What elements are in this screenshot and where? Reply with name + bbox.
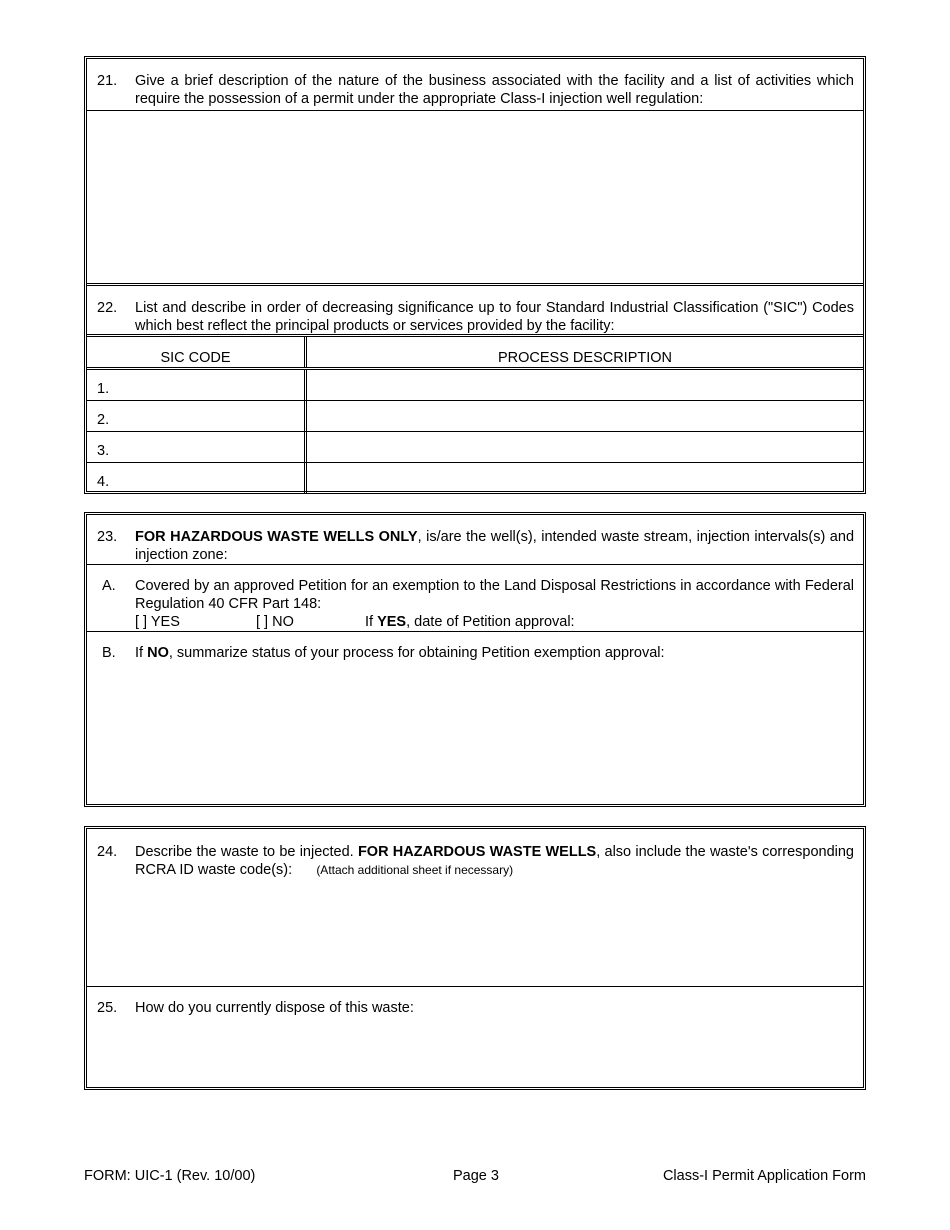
sic-code-column-header: SIC CODE <box>160 350 231 366</box>
q25-text: How do you currently dispose of this waste: <box>135 1000 414 1016</box>
section-24-25 <box>84 826 866 1090</box>
yes-checkbox[interactable]: [ ] YES <box>135 614 180 630</box>
process-description-field-1[interactable] <box>307 370 863 400</box>
sic-table-row <box>87 401 863 432</box>
q23a-options <box>135 613 854 631</box>
q24-note: (Attach additional sheet if necessary) <box>316 863 514 877</box>
q23b-text: , summarize status of your process for obtaining Petition exemption approval: <box>168 645 665 661</box>
row-number: 2. <box>97 412 110 428</box>
q25[interactable] <box>87 987 863 1087</box>
row-number: 4. <box>97 474 110 490</box>
q21-header <box>87 59 863 111</box>
process-description-column-header: PROCESS DESCRIPTION <box>497 350 673 366</box>
sic-code-field-1[interactable] <box>87 370 307 400</box>
q23-text: , is/are the well(s), intended waste stream, injection intervals(s) and injection zone: <box>135 529 855 563</box>
row-number: 3. <box>97 443 110 459</box>
q22-number: 22. <box>97 300 118 316</box>
process-description-field-3[interactable] <box>307 432 863 462</box>
sic-code-field-3[interactable] <box>87 432 307 462</box>
q21-text: Give a brief description of the nature of the business associated with the facility and a list of activities which require the possession of a permit under the appropriate Class-I injection well regulation: <box>135 73 854 107</box>
q23b[interactable]: B. If NO, summarize status of your process for obtaining Petition exemption approval: <box>102 645 665 661</box>
q24-number: 24. <box>97 844 118 860</box>
q23a-letter: A. <box>102 578 116 594</box>
section-23 <box>84 512 866 807</box>
row-number: 1. <box>97 381 110 397</box>
footer-form-title: Class-I Permit Application Form <box>662 1168 866 1184</box>
q23b-bold-text: NO <box>147 645 169 661</box>
q23-number: 23. <box>97 529 118 545</box>
q22-text: List and describe in order of decreasing significance up to four Standard Industrial Classification ("SIC") Codes which best reflect the principal products or services provided by the facility: <box>135 300 854 334</box>
q21-answer-field[interactable] <box>87 111 863 286</box>
footer-form-id: FORM: UIC-1 (Rev. 10/00) <box>84 1168 256 1184</box>
sic-code-field-2[interactable] <box>87 401 307 431</box>
q22-header <box>87 286 863 337</box>
process-description-field-4[interactable] <box>307 463 863 493</box>
q24-bold-text: FOR HAZARDOUS WASTE WELLS <box>357 844 597 860</box>
sic-table-header <box>87 337 863 370</box>
section-21-22 <box>84 56 866 494</box>
q23b-letter: B. <box>102 645 116 661</box>
sic-table-row <box>87 432 863 463</box>
q23-bold-text: FOR HAZARDOUS WASTE WELLS ONLY <box>135 529 418 545</box>
q23a-text: Covered by an approved Petition for an exemption to the Land Disposal Restrictions in accordance with Federal Regulation 40 CFR Part 148: <box>135 578 854 612</box>
q24-text: Describe the waste to be injected. <box>135 844 358 860</box>
no-checkbox[interactable]: [ ] NO <box>256 614 294 630</box>
q23a <box>87 565 863 632</box>
q24[interactable]: 24. Describe the waste to be injected. FOR HAZARDOUS WASTE WELLS, also include the waste's corresponding RCRA ID waste code(s): (Attach additional sheet if necessary) <box>87 829 863 987</box>
q25-number: 25. <box>97 1000 118 1016</box>
sic-table-row <box>87 370 863 401</box>
petition-approval-date-label: If YES, date of Petition approval: <box>365 614 575 630</box>
process-description-field-2[interactable] <box>307 401 863 431</box>
q21-number: 21. <box>97 73 118 89</box>
q23-header <box>87 515 863 565</box>
sic-table-row <box>87 463 863 493</box>
sic-code-field-4[interactable] <box>87 463 307 493</box>
footer-page-number: Page 3 <box>453 1168 499 1184</box>
